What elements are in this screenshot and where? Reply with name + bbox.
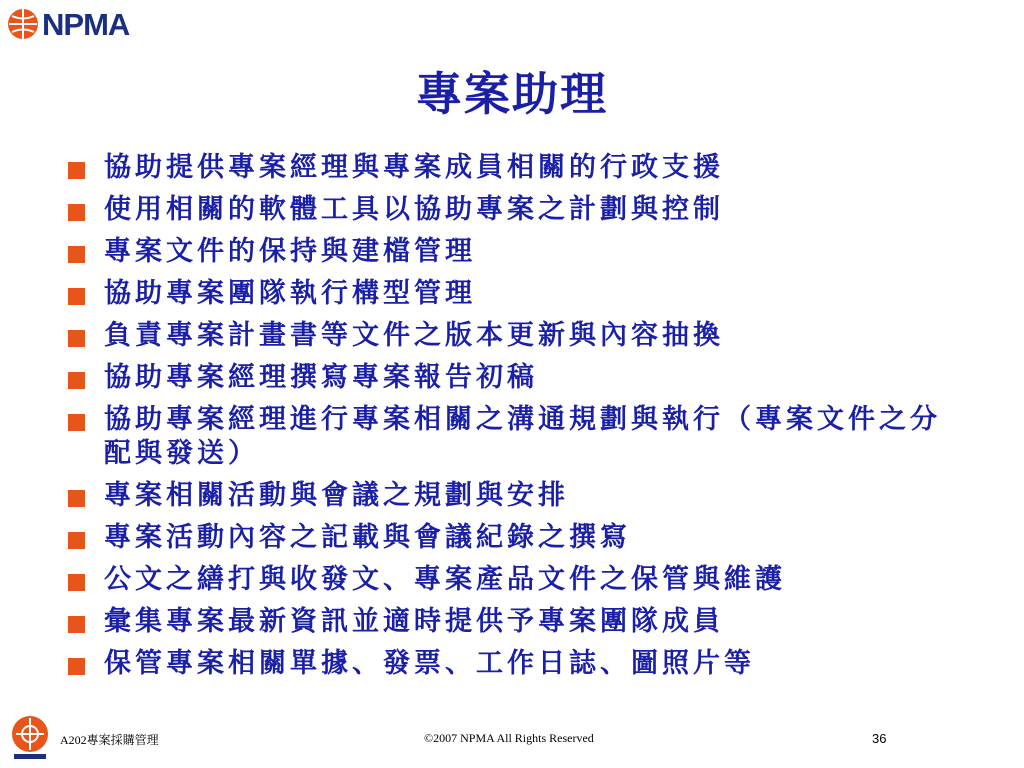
- copyright-text: ©2007 NPMA All Rights Reserved: [424, 731, 594, 745]
- square-bullet-icon: [68, 616, 85, 633]
- bullet-item: [68, 277, 968, 311]
- bullet-item: [68, 479, 968, 513]
- page-number: 36: [872, 731, 887, 746]
- bullet-text: 公文之繕打與收發文、專案產品文件之保管與維護: [104, 564, 786, 595]
- square-bullet-icon: [68, 162, 85, 179]
- square-bullet-icon: [68, 532, 85, 549]
- bullet-text: 使用相關的軟體工具以協助專案之計劃與控制: [104, 194, 724, 225]
- bullet-text: 協助專案經理進行專案相關之溝通規劃與執行（專案文件之分配與發送）: [104, 404, 941, 469]
- bullet-item: [68, 193, 968, 227]
- bullet-text: 專案文件的保持與建檔管理: [104, 236, 476, 267]
- bullet-item: [68, 647, 968, 681]
- slide-title: 專案助理: [416, 67, 608, 121]
- bullet-item: [68, 235, 968, 269]
- bullet-text: 彙集專案最新資訊並適時提供予專案團隊成員: [104, 606, 724, 637]
- bullet-text: 負責專案計畫書等文件之版本更新與內容抽換: [104, 320, 724, 351]
- bullet-text: 協助專案團隊執行構型管理: [104, 278, 476, 309]
- square-bullet-icon: [68, 246, 85, 263]
- bullet-item: [68, 521, 968, 555]
- bullet-text: 專案相關活動與會議之規劃與安排: [104, 480, 569, 511]
- square-bullet-icon: [68, 414, 85, 431]
- bullet-text: 保管專案相關單據、發票、工作日誌、圖照片等: [104, 648, 755, 679]
- bullet-item: [68, 605, 968, 639]
- bullet-list: [68, 151, 968, 689]
- logo-text: NPMA: [42, 7, 130, 42]
- bullet-text: 協助專案經理撰寫專案報告初稿: [104, 362, 538, 393]
- bullet-item: [68, 403, 968, 471]
- square-bullet-icon: [68, 372, 85, 389]
- bullet-text: 協助提供專案經理與專案成員相關的行政支援: [104, 152, 724, 183]
- bullet-text: 專案活動內容之記載與會議紀錄之撰寫: [104, 522, 631, 553]
- globe-icon: [6, 7, 40, 41]
- square-bullet-icon: [68, 204, 85, 221]
- square-bullet-icon: [68, 330, 85, 347]
- square-bullet-icon: [68, 288, 85, 305]
- course-label: A202專案採購管理: [60, 733, 159, 747]
- bullet-item: [68, 151, 968, 185]
- bullet-item: [68, 361, 968, 395]
- bullet-item: [68, 319, 968, 353]
- npma-emblem-icon: [8, 712, 52, 762]
- square-bullet-icon: [68, 658, 85, 675]
- npma-logo: [6, 6, 140, 42]
- square-bullet-icon: [68, 490, 85, 507]
- square-bullet-icon: [68, 574, 85, 591]
- bullet-item: [68, 563, 968, 597]
